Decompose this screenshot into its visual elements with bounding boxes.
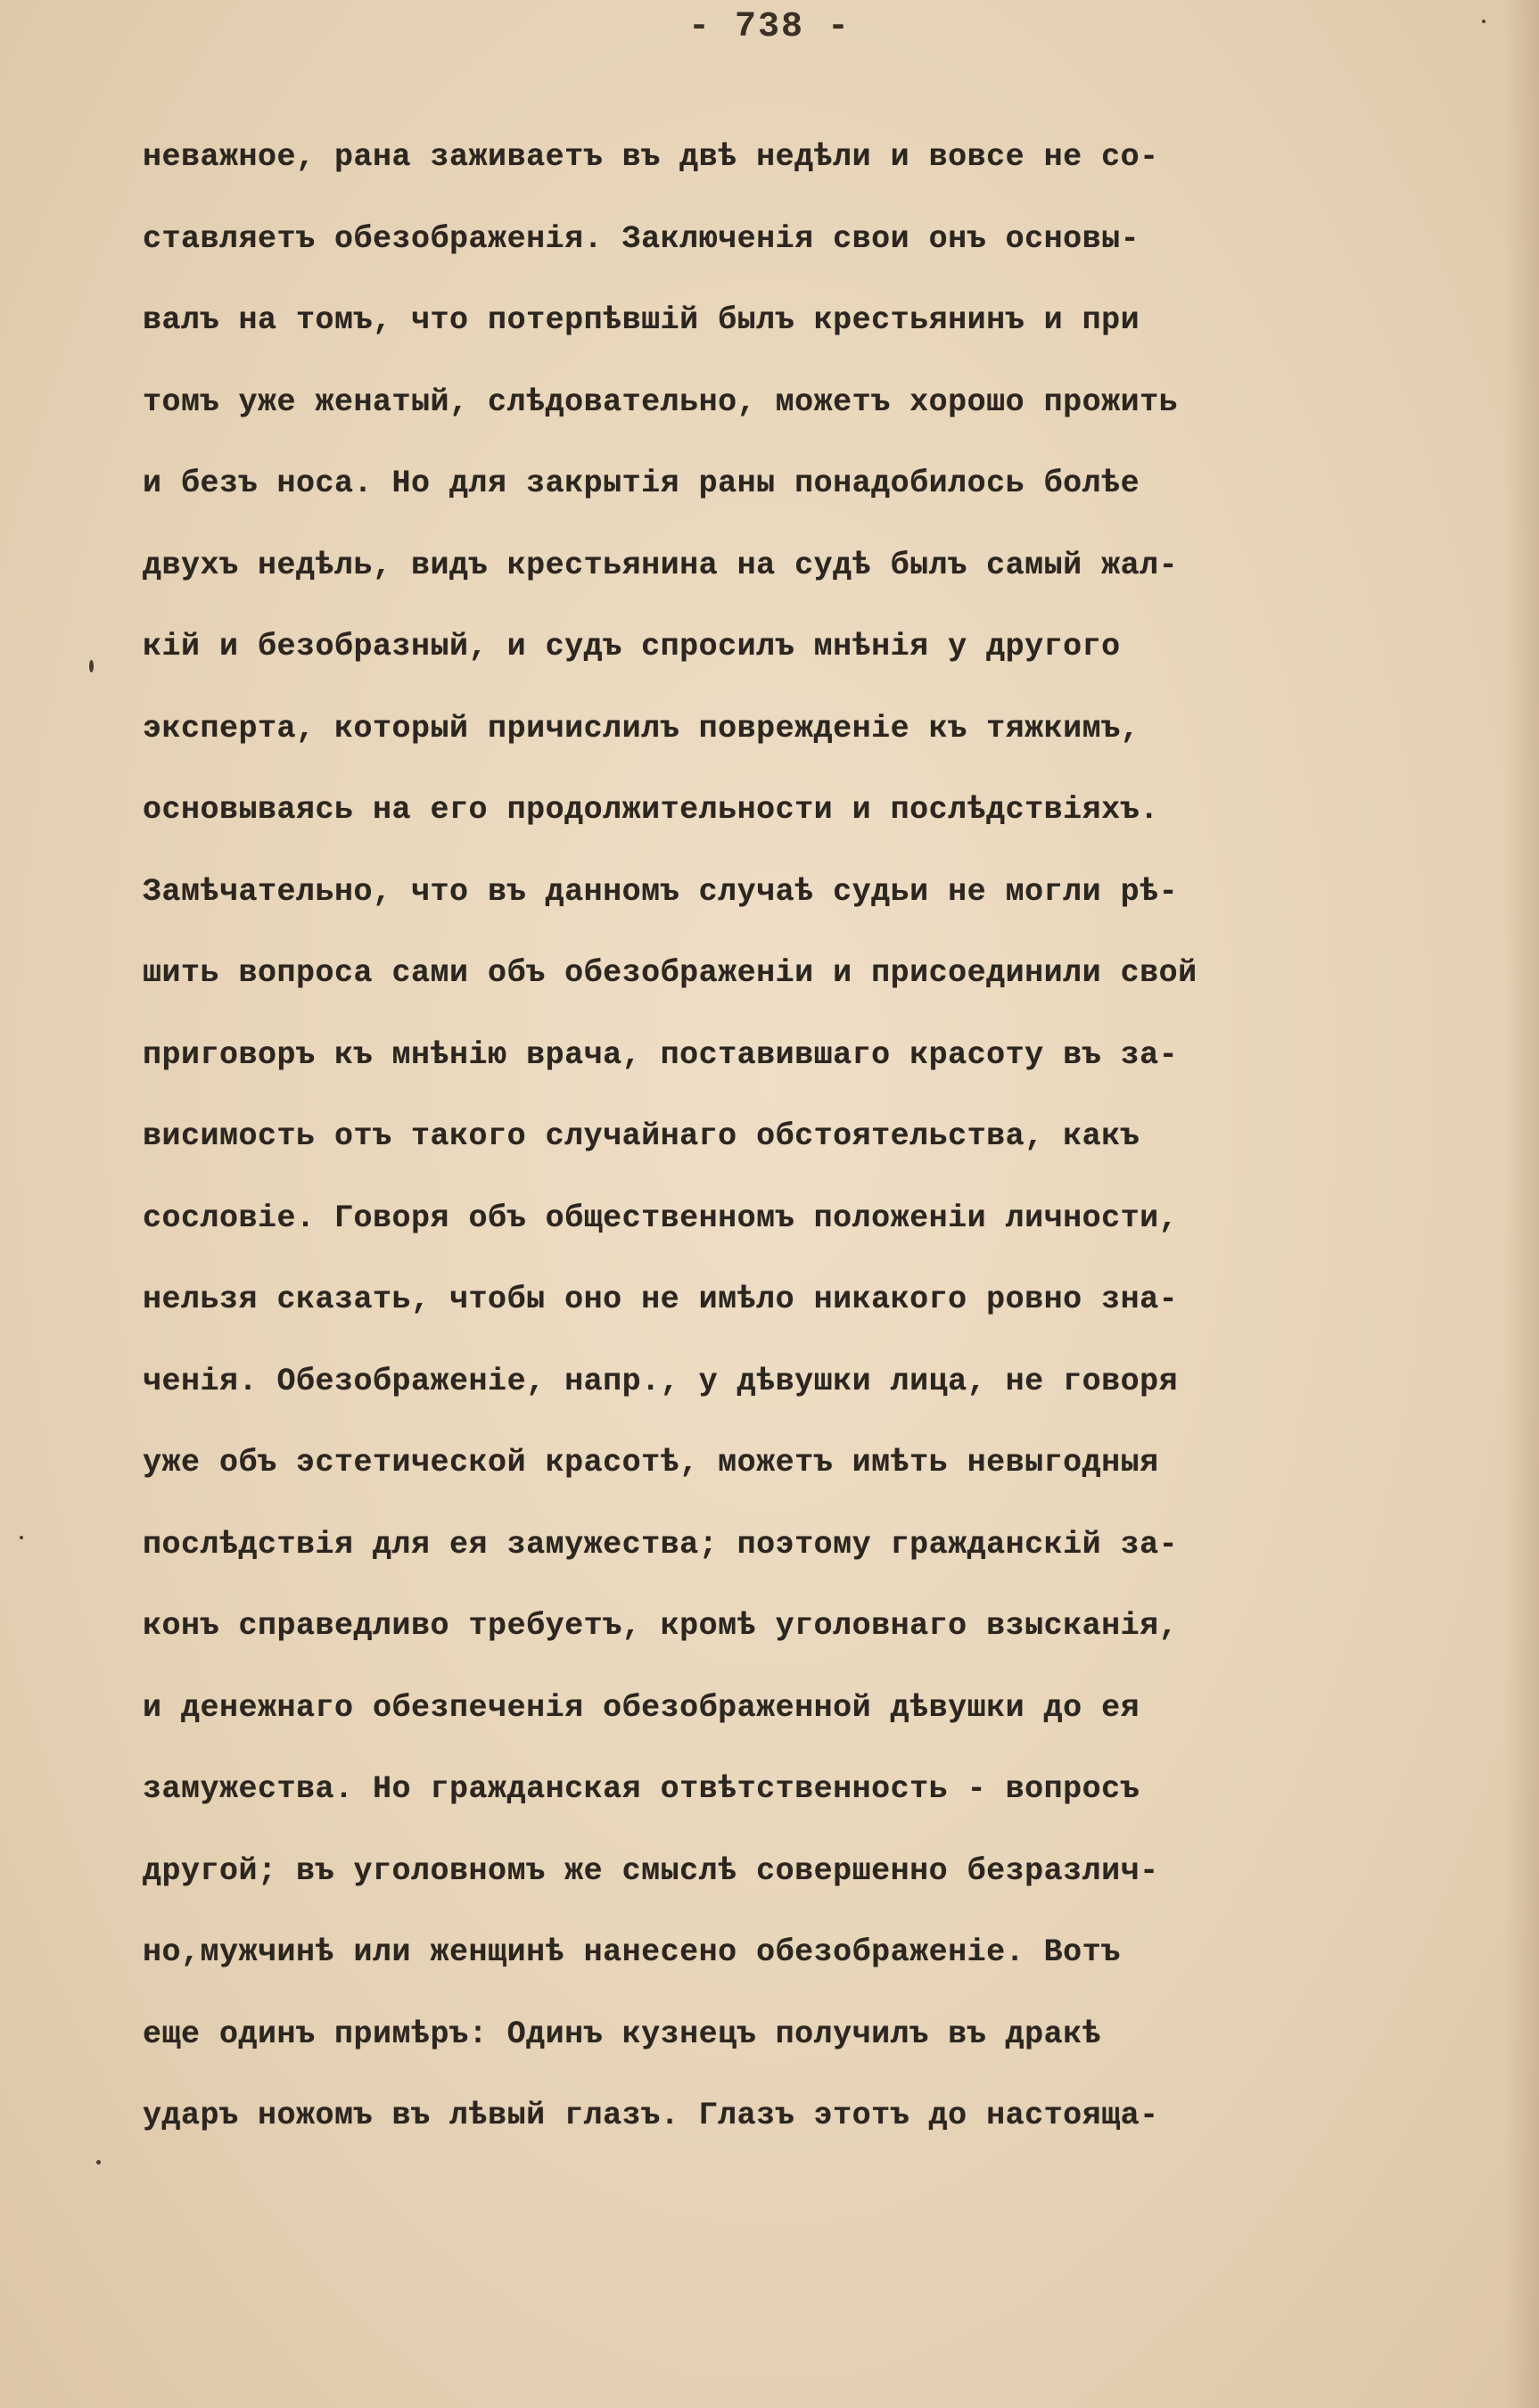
text-line: ударъ ножомъ въ лѣвый глазъ. Глазъ этотъ до настояща- [143, 2098, 1159, 2133]
text-line: двухъ недѣль, видъ крестьянина на судѣ былъ самый жал- [143, 547, 1179, 583]
text-line: томъ уже женатый, слѣдовательно, можетъ хорошо прожить [143, 383, 1179, 420]
page-edge-shadow [1505, 0, 1539, 2408]
text-line: висимость отъ такого случайнаго обстоятельства, какъ [143, 1118, 1140, 1154]
page-number: - 738 - [687, 7, 852, 47]
text-line: уже объ эстетической красотѣ, можетъ имѣть невыгодныя [143, 1445, 1159, 1480]
text-line: нельзя сказать, чтобы оно не имѣло никакого ровно зна- [143, 1282, 1179, 1317]
text-line: но,мужчинѣ или женщинѣ нанесено обезображеніе. Вотъ [143, 1934, 1121, 1970]
ink-speck [1482, 20, 1486, 23]
ink-speck [89, 660, 94, 672]
text-line: замужества. Но гражданская отвѣтственность - вопросъ [143, 1771, 1140, 1807]
text-line: ставляетъ обезображенія. Заключенія свои онъ основы- [143, 220, 1140, 257]
text-line: и денежнаго обезпеченія обезображенной дѣвушки до ея [143, 1689, 1140, 1726]
ink-speck [20, 1536, 23, 1539]
text-line: другой; въ уголовномъ же смыслѣ совершенно безразлич- [143, 1852, 1159, 1889]
text-line: Замѣчательно, что въ данномъ случаѣ судьи не могли рѣ- [143, 873, 1179, 910]
ink-speck [96, 2160, 101, 2165]
text-line: основываясь на его продолжительности и послѣдствіяхъ. [143, 792, 1159, 828]
text-line: неважное, рана заживаетъ въ двѣ недѣли и вовсе не со- [143, 139, 1159, 175]
text-line: еще одинъ примѣръ: Одинъ кузнецъ получилъ въ дракѣ [143, 2016, 1102, 2052]
text-line: валъ на томъ, что потерпѣвшій былъ крестьянинъ и при [143, 302, 1140, 338]
text-line: эксперта, который причислилъ поврежденіе къ тяжкимъ, [143, 710, 1140, 746]
text-line: и безъ носа. Но для закрытія раны понадобилось болѣе [143, 466, 1140, 501]
text-line: сословіе. Говоря объ общественномъ положеніи личности, [143, 1200, 1179, 1236]
text-line: ченія. Обезображеніе, напр., у дѣвушки лица, не говоря [143, 1363, 1179, 1399]
text-line: конъ справедливо требуетъ, кромѣ уголовнаго взысканія, [143, 1608, 1179, 1644]
text-line: шить вопроса сами объ обезображеніи и присоединили свой [143, 955, 1197, 991]
text-line: послѣдствія для ея замужества; поэтому гражданскій за- [143, 1526, 1179, 1563]
text-line: кій и безобразный, и судъ спросилъ мнѣнія у другого [143, 629, 1121, 664]
body-text [143, 130, 1498, 2171]
text-line: приговоръ къ мнѣнію врача, поставившаго красоту въ за- [143, 1036, 1179, 1073]
